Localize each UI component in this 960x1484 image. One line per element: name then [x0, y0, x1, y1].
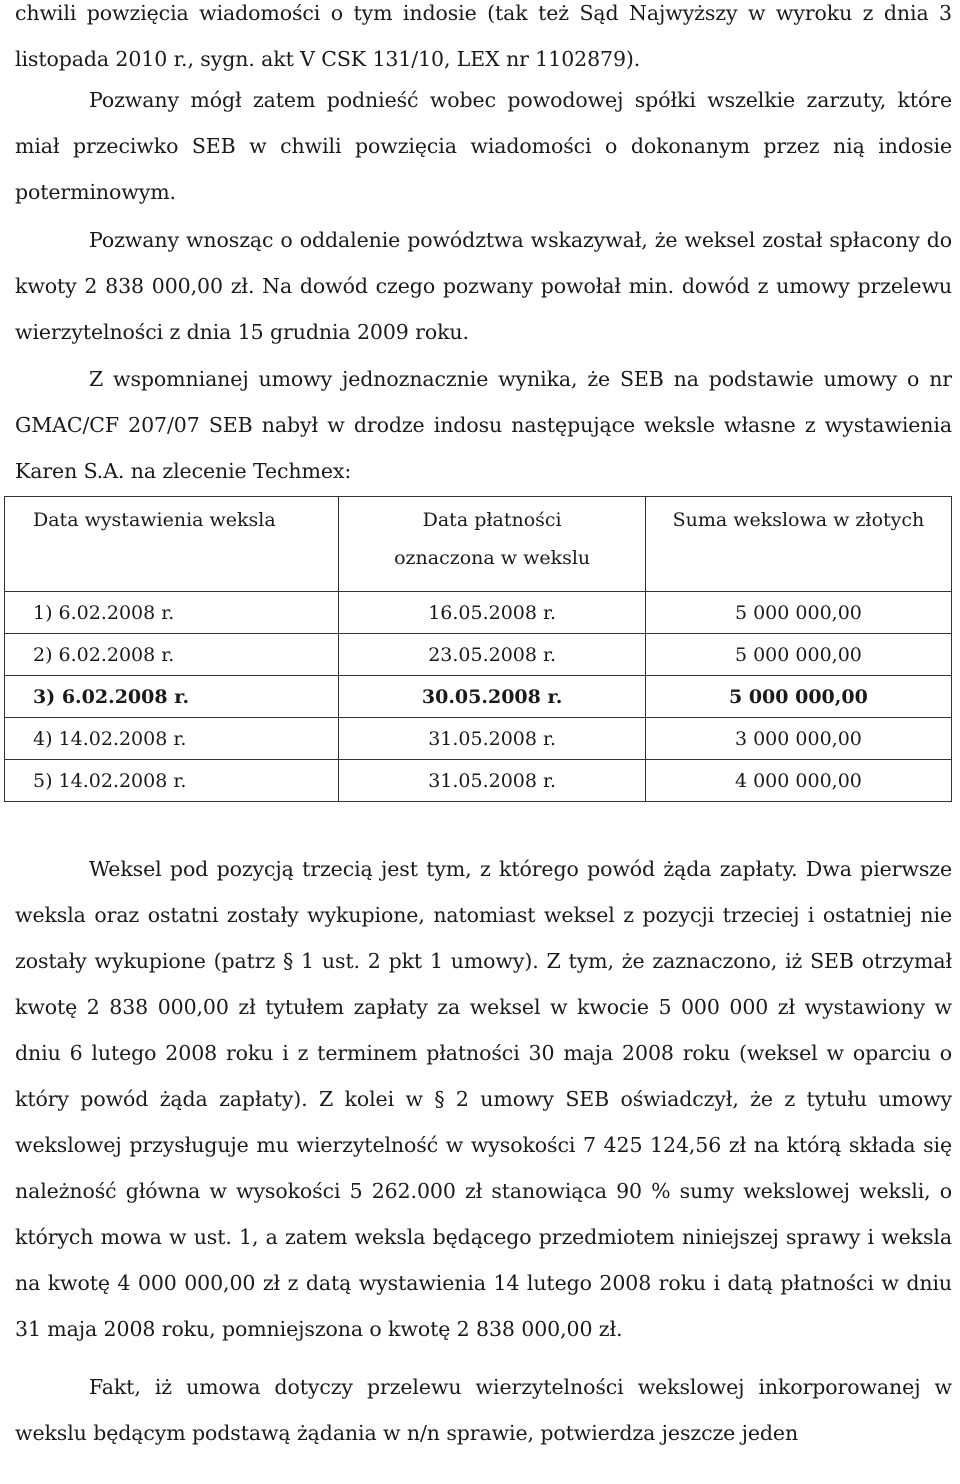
table-row [5, 676, 952, 718]
cell-due-date: 31.05.2008 r. [339, 718, 645, 760]
paragraph-continuation: chwili powzięcia wiadomości o tym indosie (tak też Sąd Najwyższy w wyroku z dnia 3 listopada 2010 r., sygn. akt V CSK 131/10, LEX nr 1102879). [15, 1, 952, 71]
cell-amount: 4 000 000,00 [645, 760, 951, 802]
cell-amount: 3 000 000,00 [645, 718, 951, 760]
table-header-row [5, 497, 952, 592]
cell-issue-date: 2) 6.02.2008 r. [5, 634, 339, 676]
cell-due-date: 31.05.2008 r. [339, 760, 645, 802]
paragraph-defendant-repayment: Pozwany wnosząc o oddalenie powództwa wskazywał, że weksel został spłacony do kwoty 2 838 000,00 zł. Na dowód czego pozwany powołał min. dowód z umowy przelewu wierzytelności z dnia 15 grudnia 2009 roku. [15, 228, 952, 344]
cell-due-date: 23.05.2008 r. [339, 634, 645, 676]
cell-issue-date: 5) 14.02.2008 r. [5, 760, 339, 802]
cell-issue-date: 3) 6.02.2008 r. [5, 676, 339, 718]
table-row [5, 634, 952, 676]
table-row [5, 718, 952, 760]
header-amount: Suma wekslowa w złotych [645, 497, 951, 592]
header-due-date-line1: Data płatności [422, 509, 562, 531]
header-due-date [339, 497, 645, 592]
cell-due-date: 16.05.2008 r. [339, 592, 645, 634]
cell-amount: 5 000 000,00 [645, 592, 951, 634]
paragraph-fact: Fakt, iż umowa dotyczy przelewu wierzytelności wekslowej inkorporowanej w wekslu będącym podstawą żądania w n/n sprawie, potwierdza jeszcze jeden [15, 1375, 952, 1445]
header-due-date-line2: oznaczona w wekslu [394, 547, 591, 569]
paragraph-agreement-bills: Z wspomnianej umowy jednoznacznie wynika, że SEB na podstawie umowy o nr GMAC/CF 207/07 SEB nabył w drodze indosu następujące weksle własne z wystawienia Karen S.A. na zlecenie Techmex: [15, 367, 952, 483]
cell-amount: 5 000 000,00 [645, 676, 951, 718]
cell-issue-date: 1) 6.02.2008 r. [5, 592, 339, 634]
cell-amount: 5 000 000,00 [645, 634, 951, 676]
bills-table [4, 496, 952, 802]
cell-due-date: 30.05.2008 r. [339, 676, 645, 718]
header-issue-date: Data wystawienia weksla [5, 497, 339, 592]
cell-issue-date: 4) 14.02.2008 r. [5, 718, 339, 760]
table-row [5, 760, 952, 802]
paragraph-third-bill: Weksel pod pozycją trzecią jest tym, z którego powód żąda zapłaty. Dwa pierwsze weksla oraz ostatni zostały wykupione, natomiast weksel z pozycji trzeciej i ostatniej nie zostały wykupione (patrz § 1 ust. 2 pkt 1 umowy). Z tym, że zaznaczono, iż SEB otrzymał kwotę 2 838 000,00 zł tytułem zapłaty za weksel w kwocie 5 000 000 zł wystawiony w dniu 6 lutego 2008 roku i z terminem płatności 30 maja 2008 roku (weksel w oparciu o który powód żąda zapłaty). Z kolei w § 2 umowy SEB oświadczył, że z tytułu umowy wekslowej przysługuje mu wierzytelność w wysokości 7 425 124,56 zł na którą składa się należność główna w wysokości 5 262.000 zł stanowiąca 90 % sumy wekslowej weksli, o których mowa w ust. 1, a zatem weksla będącego przedmiotem niniejszej sprawy i weksla na kwotę 4 000 000,00 zł z datą wystawienia 14 lutego 2008 roku i datą płatności w dniu 31 maja 2008 roku, pomniejszona o kwotę 2 838 000,00 zł. [15, 857, 952, 1341]
table-row [5, 592, 952, 634]
paragraph-defendant-objections: Pozwany mógł zatem podnieść wobec powodowej spółki wszelkie zarzuty, które miał przeciwko SEB w chwili powzięcia wiadomości o dokonanym przez nią indosie poterminowym. [15, 88, 952, 204]
